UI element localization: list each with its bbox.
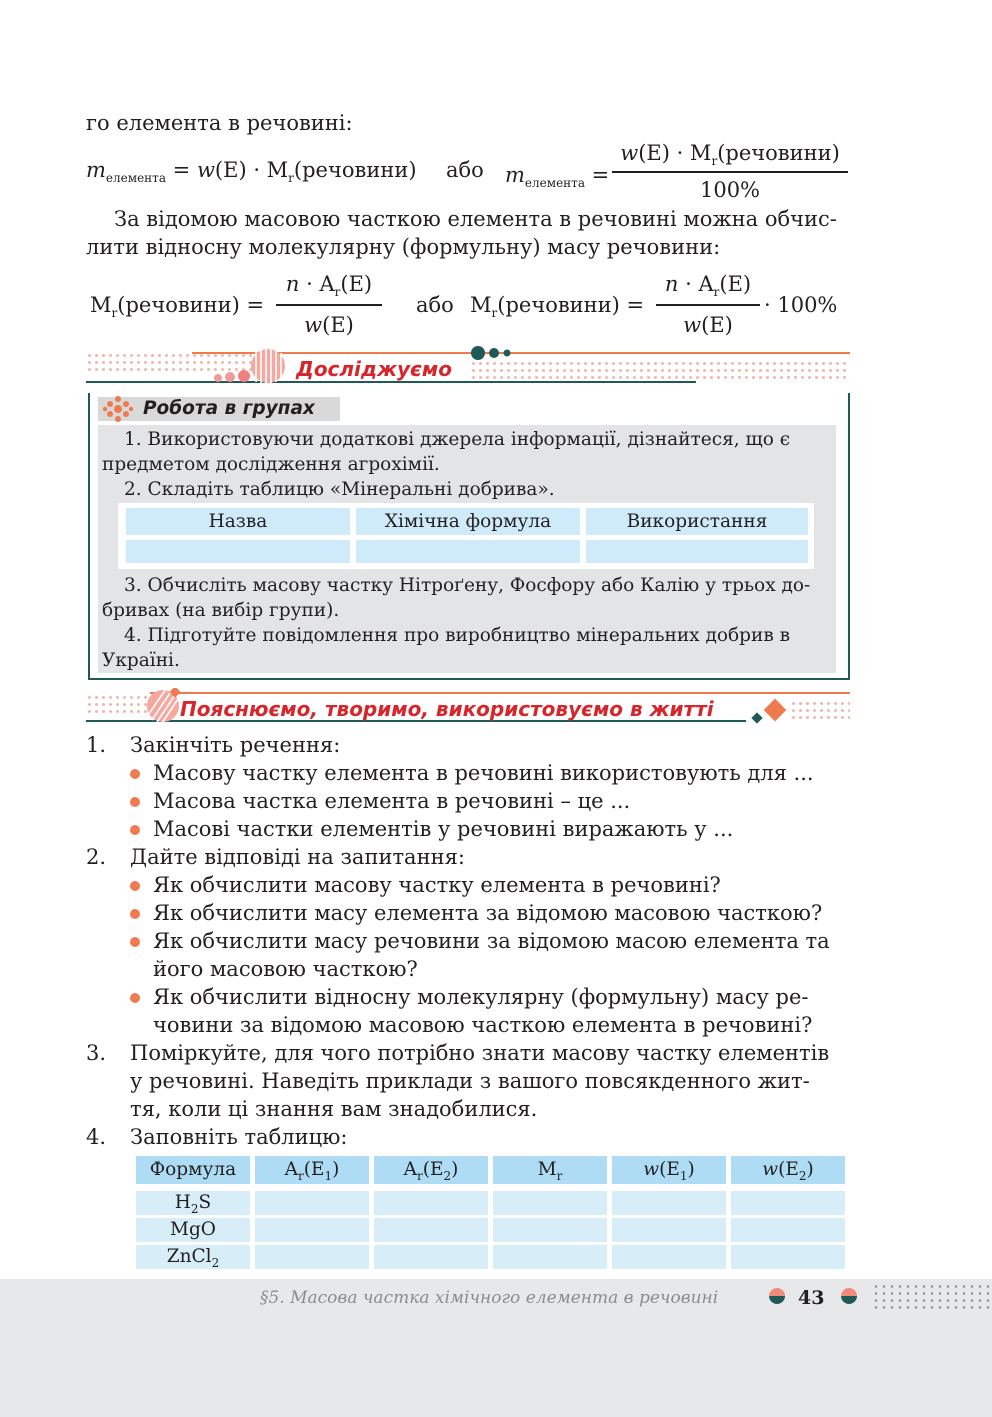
task-3-number: 3. [86, 1041, 107, 1065]
minerals-th-use: Використання [586, 508, 808, 535]
paragraph-line-2: лити відносну молекулярну (формульну) масу речовини: [86, 235, 721, 259]
footer-chapter-title: §5. Масова частка хімічного елемента в речовині [260, 1288, 719, 1308]
bullet-dot [130, 881, 140, 891]
bullet-dot [130, 993, 140, 1003]
or-word-2: або [416, 293, 454, 317]
group-heading: Робота в групах [143, 398, 315, 419]
fill-td-cell [374, 1245, 488, 1269]
sub-element: елемента [105, 171, 166, 185]
task-2-text: Дайте відповіді на запитання: [130, 845, 465, 869]
group-icon [102, 395, 134, 423]
fraction-line-2 [276, 304, 382, 306]
var-m: m [86, 158, 106, 182]
task-3-line-3: тя, коли ці знання вам знадобилися. [130, 1097, 538, 1121]
fill-th-ar-e1: $A_r(E_1)$ [255, 1156, 369, 1184]
task-1-bullet-3: Масові частки елементів у речовині виражають у ... [153, 817, 734, 841]
teal-dots-icon [470, 345, 514, 361]
fill-td-cell [255, 1191, 369, 1215]
footer-left-bullet-icon [768, 1287, 786, 1305]
fill-td-cell [493, 1218, 607, 1242]
footer-dot-pattern [872, 1283, 992, 1311]
formula-mass-element: $m_{елемента} = w(E)$ · $M_r(речовини)$ [86, 158, 417, 185]
fill-td-formula-zncl2: ZnCl$_2$ [136, 1245, 250, 1269]
formula-mass-element-fraction-lhs: $m_{елемента}$ = [505, 163, 610, 190]
fill-td-cell [612, 1191, 726, 1215]
task-1-bullet-1: Масову частку елемента в речовині використовують для ... [153, 761, 814, 785]
fill-th-mr: $M_r$ [493, 1156, 607, 1184]
fill-th-formula: Формула [136, 1156, 250, 1184]
group-item-3-line-2: бривах (на вибір групи). [102, 600, 340, 621]
minerals-td-formula [356, 540, 580, 563]
fraction-line-1 [612, 171, 848, 173]
formula-mr-lhs-1: $M_r(речовини)$ = [90, 293, 265, 320]
fill-td-cell [731, 1191, 845, 1215]
fill-td-formula-h2s: $H_2S$ [136, 1191, 250, 1215]
fill-td-cell [493, 1191, 607, 1215]
bullet-dot [130, 909, 140, 919]
dot-pattern-right-2 [790, 700, 850, 722]
group-item-1-line-2: предметом дослідження агрохімії. [102, 454, 440, 475]
task-1-text: Закінчіть речення: [130, 733, 341, 757]
minerals-td-use [586, 540, 808, 563]
fraction-denominator-2: w(E) [304, 313, 354, 337]
fill-td-cell [612, 1245, 726, 1269]
section-title-explore: Досліджуємо [296, 357, 452, 381]
bullet-dot [130, 825, 140, 835]
times-100-percent: · 100% [764, 293, 838, 317]
fill-td-cell [731, 1218, 845, 1242]
formula-mr-lhs-2: $M_r(речовини)$ = [470, 293, 645, 320]
task-2-bullet-3-line-1: Як обчислити масу речовини за відомою масою елемента та [153, 929, 830, 953]
banner-decoration-stripes-2 [146, 688, 182, 724]
minerals-th-name: Назва [126, 508, 350, 535]
group-item-2: 2. Складіть таблицю «Мінеральні добрива». [124, 479, 555, 500]
or-word-1: або [446, 158, 484, 182]
section-title-explain: Пояснюємо, творимо, використовуємо в житті [180, 697, 714, 721]
fill-td-cell [255, 1245, 369, 1269]
fill-th-ar-e2: $A_r(E_2)$ [374, 1156, 488, 1184]
fill-td-cell [493, 1245, 607, 1269]
task-3-line-2: у речовині. Наведіть приклади з вашого повсякденного жит- [130, 1069, 810, 1093]
page-number: 43 [798, 1287, 825, 1309]
banner-decoration-circles-1 [210, 346, 290, 386]
banner-line-top-2 [150, 692, 850, 694]
task-2-bullet-1: Як обчислити масову частку елемента в речовині? [153, 873, 721, 897]
task-4-number: 4. [86, 1125, 107, 1149]
task-2-bullet-3-line-2: його масовою часткою? [153, 957, 418, 981]
fill-td-cell [374, 1191, 488, 1215]
intro-line: го елемента в речовині: [86, 111, 353, 135]
paragraph-line-1: За відомою масовою часткою елемента в речовині можна обчис- [114, 207, 837, 231]
fraction-numerator-3: $n \cdot A_r(E)$ [664, 272, 752, 299]
fill-td-formula-mgo: MgO [136, 1218, 250, 1242]
bullet-dot [130, 769, 140, 779]
task-2-bullet-4-line-2: човини за відомою масовою часткою елемента в речовині? [153, 1013, 813, 1037]
group-item-3-line-1: 3. Обчисліть масову частку Нітроґену, Фосфору або Калію у трьох до- [124, 575, 811, 596]
fill-td-cell [374, 1218, 488, 1242]
fill-td-cell [255, 1218, 369, 1242]
fill-th-w-e2: $w(E_2)$ [731, 1156, 845, 1184]
task-2-bullet-4-line-1: Як обчислити відносну молекулярну (формульну) масу ре- [153, 985, 809, 1009]
fill-th-w-e1: $w(E_1)$ [612, 1156, 726, 1184]
task-4-text: Заповніть таблицю: [130, 1125, 348, 1149]
fraction-line-3 [656, 304, 760, 306]
group-item-4-line-2: Україні. [102, 650, 180, 671]
banner-line-bottom-1 [86, 381, 696, 383]
group-item-4-line-1: 4. Підготуйте повідомлення про виробництво мінеральних добрив в [124, 625, 791, 646]
task-2-bullet-2: Як обчислити масу елемента за відомою масовою часткою? [153, 901, 823, 925]
fill-td-cell [731, 1245, 845, 1269]
banner-line-top-1 [192, 352, 850, 354]
diamond-decoration-icon [750, 698, 790, 726]
task-3-line-1: Поміркуйте, для чого потрібно знати масову частку елементів [130, 1041, 830, 1065]
task-1-number: 1. [86, 733, 107, 757]
minerals-th-formula: Хімічна формула [356, 508, 580, 535]
bullet-dot [130, 937, 140, 947]
fill-td-cell [612, 1218, 726, 1242]
var-w: w [196, 158, 215, 182]
group-item-1-line-1: 1. Використовуючи додаткові джерела інформації, дізнайтеся, що є [124, 429, 791, 450]
fraction-denominator-3: w(E) [683, 313, 733, 337]
dot-pattern-right-1 [470, 360, 850, 382]
fraction-numerator-1: $w(E) \cdot M_r(речовини)$ [620, 141, 840, 168]
bullet-dot [130, 797, 140, 807]
fraction-numerator-2: $n \cdot A_r(E)$ [285, 272, 373, 299]
minerals-td-name [126, 540, 350, 563]
fraction-denominator-1: 100% [699, 178, 761, 202]
task-1-bullet-2: Масова частка елемента в речовині – це ... [153, 789, 631, 813]
task-2-number: 2. [86, 845, 107, 869]
footer-right-bullet-icon [840, 1287, 858, 1305]
